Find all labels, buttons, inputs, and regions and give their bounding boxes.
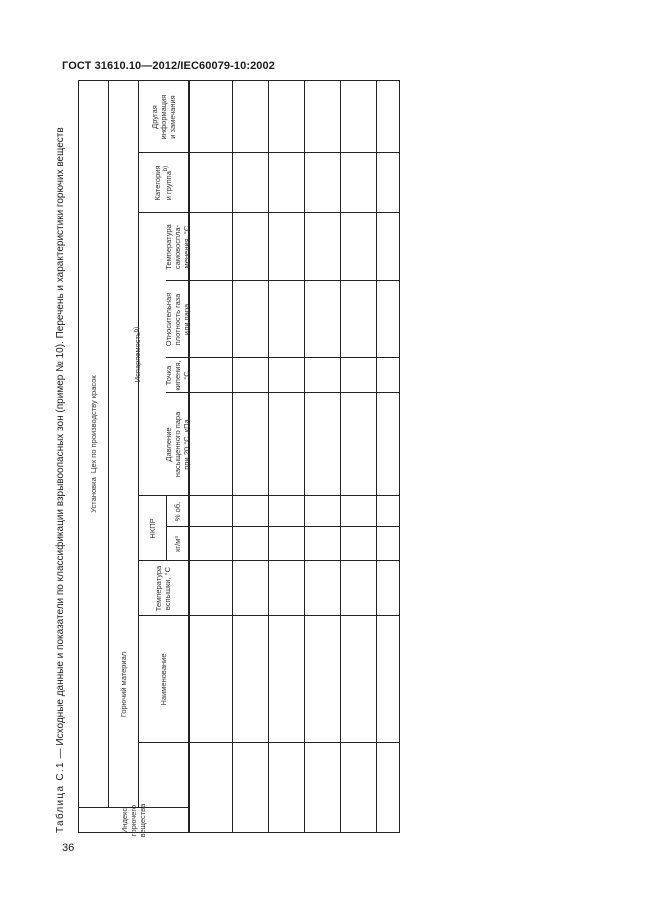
group-material: Горючий материал [118,651,128,718]
col-flash [138,561,188,616]
col-name: Наименование [158,653,168,706]
col-boil-l1: Точка [163,365,173,386]
document-header: ГОСТ 31610.10—2012/IEC60079-10:2002 [62,60,275,72]
line-row5 [376,80,377,833]
line-row2 [268,80,269,833]
col-category-l2 [162,166,173,200]
col-density-l3: или пара [181,303,191,336]
col-ignition-l3: менения, °С [181,225,191,269]
col-vapor-l3: при 20 °С, кПа [181,419,191,470]
col-sep-4 [166,526,400,527]
line-row1 [232,80,233,833]
group-volatility [108,213,166,496]
col-other [138,81,188,153]
col-category-l1: Категория [153,165,162,201]
col-flash-l2: вспышки, °С [163,566,172,611]
col-sep-7 [166,357,400,358]
col-category [138,153,188,213]
col-boil-l3: °С [181,371,191,380]
col-ignition-l2: самовоспла- [172,224,182,270]
col-density-l2: плотность газа [172,293,182,346]
installation-label: Установка [88,477,98,513]
col-sep-8 [166,280,400,281]
col-category-mark: b) [163,165,169,172]
col-other-l2: информация [158,94,168,140]
line-row4 [340,80,341,833]
installation-row [78,80,108,808]
caption-text: — Исходные данные и показатели по классификации взрывоопасных зон (пример № 10). Перечень и характеристики горючих веществ [55,127,66,762]
col-other-l3: и замечания [167,95,177,139]
table-caption [50,127,72,833]
col-ignition [163,213,191,281]
col-sep-6 [166,392,400,393]
col-density [163,281,191,358]
col-boil-l2: кипения, [172,360,182,391]
col-lfl-kg: кг/м³ [172,536,182,552]
line-right [78,80,400,81]
installation-value: Цех по производству красок [88,375,98,474]
group-lfl: НКПР [147,518,157,539]
col-vapor [163,393,191,496]
col-other-l1: Другая [149,105,159,129]
col-category-l2-text: и группа [164,171,173,201]
line-row3 [304,80,305,833]
col-index-l1: Индекс [119,807,129,834]
col-index-l2: горючего [128,804,138,837]
col-lfl-pct: % об. [172,501,182,522]
rotated-table-page [50,80,450,838]
col-boil [163,358,191,393]
col-ignition-l1: Температура [163,224,173,270]
col-density-l1: Относительная [163,292,173,347]
col-flash-l1: Температура [154,565,163,612]
group-volatility-label: Испаряемость [132,332,142,383]
table-c1 [78,80,400,838]
col-index [78,803,188,838]
page-number: 36 [62,842,75,854]
col-vapor-l2: насыщенного пара [172,411,182,478]
col-vapor-l1: Давление [163,427,173,462]
line-bottom [399,80,400,833]
caption-label: Таблица С.1 [55,761,66,833]
group-volatility-mark: b) [133,326,140,333]
col-index-l3: вещества [137,803,147,838]
